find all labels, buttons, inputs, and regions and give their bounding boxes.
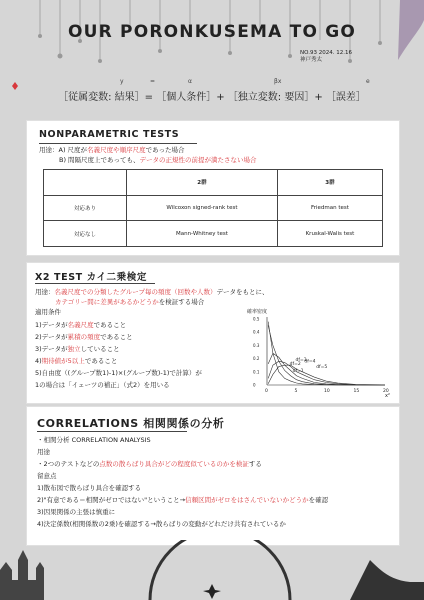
correlation-heading: CORRELATIONS 相関関係の分析: [37, 417, 225, 430]
condition-item: 3)データが独立していること: [35, 345, 120, 353]
correlation-note: 3)因果関係の主張は慎重に: [37, 508, 116, 516]
table-header-row: [44, 170, 383, 196]
nonparametric-section: [26, 120, 400, 256]
table-row: [44, 195, 383, 221]
formula-label-y: y: [120, 78, 124, 85]
correlation-use-title: 用途: [37, 448, 50, 456]
table-cell: Kruskal-Walis test: [277, 221, 382, 247]
table-header-cell: [44, 170, 127, 196]
series-line-df=2: [268, 326, 385, 385]
series-line-df=1: [268, 322, 385, 385]
y-tick-label: 0.4: [253, 329, 260, 335]
series-label: df=2: [289, 362, 301, 368]
page-title: OUR PORONKUSEMA TO GO: [67, 22, 357, 42]
author-name: 神戸秀太: [300, 57, 323, 63]
series-label: df=3: [295, 358, 307, 364]
issue-number: NO.93 2024. 12.16: [300, 50, 352, 56]
y-tick-label: 0.2: [253, 356, 260, 362]
formula-label-eq: =: [150, 78, 156, 85]
conditions-title: 適用条件: [35, 308, 61, 316]
y-tick-label: 0.3: [253, 342, 260, 348]
y-tick-label: 0.1: [253, 369, 260, 375]
formula-label-e: e: [366, 78, 370, 85]
condition-item: 1)データが名義尺度であること: [35, 321, 127, 329]
table-row: [44, 221, 383, 247]
y-tick-label: 0.5: [253, 316, 260, 322]
x-tick-label: 15: [353, 389, 360, 394]
condition-item: 1の場合は「イェーツの補正」（式2）を用いる: [35, 381, 170, 389]
correlation-subheading: ・相関分析 CORRELATION ANALYSIS: [37, 436, 151, 444]
correlation-use: ・2つのテストなどの点数の散らばり具合がどの程度似ているのかを検証する: [37, 460, 262, 468]
x-tick-label: 0: [265, 389, 268, 394]
correlation-section: [26, 406, 400, 546]
condition-item: 5)自由度（(グループ数1)-1)×(グループ数)-1)で計算）が: [35, 369, 202, 377]
correlation-note: 2)"有意である＝相関がゼロではない"ということ→信頼区間がゼロをはさんでいないかどうかを確認: [37, 496, 329, 504]
chi-square-distribution-chart: [245, 305, 393, 399]
table-cell: 対応なし: [44, 221, 127, 247]
correlation-notes-title: 留意点: [37, 472, 57, 480]
chi-square-heading: X2 TEST カイ二乗検定: [35, 272, 147, 283]
chi-square-use-2: カテゴリー間に差異があるかどうかを検証する場合: [55, 298, 205, 306]
table-cell: Friedman test: [277, 195, 382, 221]
table-cell: 対応あり: [44, 195, 127, 221]
issue-info: [300, 50, 352, 64]
regression-formula: [0, 78, 424, 103]
nonparametric-heading: NONPARAMETRIC TESTS: [39, 129, 180, 140]
correlation-note: 1)散布図で散らばり具合を確認する: [37, 484, 142, 492]
chi-square-section: [26, 262, 400, 404]
series-label: df=5: [316, 364, 328, 370]
nonparametric-use-b: B) 間隔尺度上であっても、データの正規性の前提が満たさない場合: [59, 156, 257, 164]
table-cell: Mann-Whitney test: [127, 221, 278, 247]
table-cell: Wilcoxon signed-rank test: [127, 195, 278, 221]
formula-label-alpha: α: [188, 78, 192, 85]
chart-ylabel: 確率密度: [247, 309, 268, 315]
x-tick-label: 5: [294, 389, 298, 394]
condition-item: 4)期待値が5以上であること: [35, 357, 118, 365]
series-label: df=4: [304, 359, 316, 365]
x-tick-label: 10: [324, 389, 330, 394]
heading-underline: [39, 143, 197, 144]
nonparametric-table: [43, 169, 383, 247]
hanging-ornaments-decoration: [0, 0, 424, 90]
nonparametric-use-a: 用途：A) 尺度が名義尺度や順序尺度であった場合: [39, 146, 185, 154]
heading-underline: [37, 431, 187, 432]
chart-xlabel: x²: [385, 393, 390, 399]
condition-item: 2)データが累積の頻度であること: [35, 333, 133, 341]
formula-text: ［従属変数: 結果］= ［個人条件］+ ［独立変数: 要因］+ ［誤差］: [58, 92, 366, 103]
x-tick-label: 20: [383, 389, 389, 394]
correlation-note: 4)決定係数(相関係数の2乗)を確認する→散らばりの変動がどれだけ共有されているか: [37, 520, 286, 528]
y-tick-label: 0: [253, 382, 256, 388]
table-header-cell: 2群: [127, 170, 278, 196]
table-header-cell: 3群: [277, 170, 382, 196]
series-label: df=1: [292, 368, 304, 374]
formula-label-beta: βx: [274, 78, 282, 85]
castle-moon-decoration: [0, 540, 424, 600]
heading-underline: [35, 283, 155, 284]
chi-square-use-1: 用途：名義尺度での分類したグループ毎の頻度（回数や人数）データをもとに、: [35, 288, 269, 296]
